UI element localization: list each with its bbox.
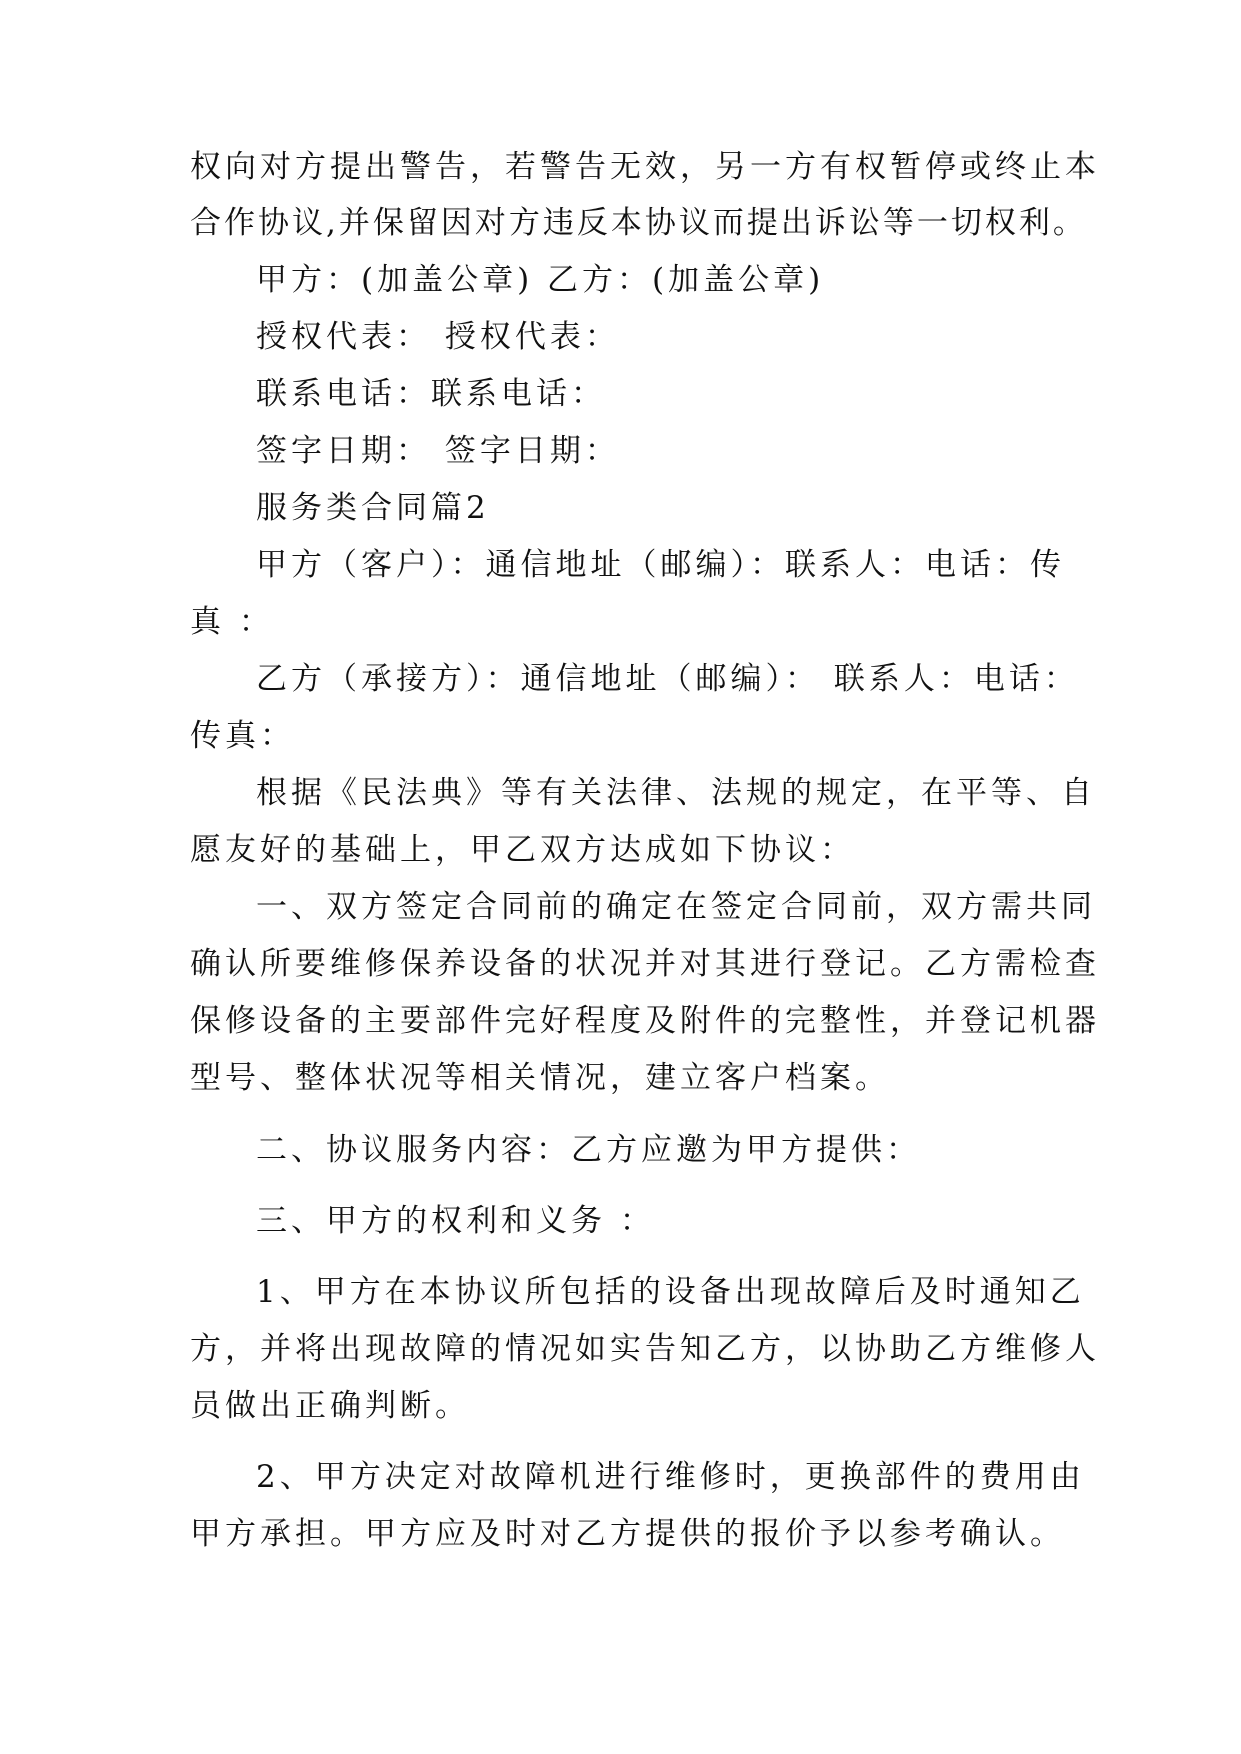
party-a-line-cont: 真 ：: [190, 604, 274, 640]
item-1-line: 员做出正确判断。: [190, 1388, 470, 1424]
item-2-line: 2、甲方决定对故障机进行维修时，更换部件的费用由: [256, 1459, 1085, 1495]
clause-1-line: 一、双方签定合同前的确定在签定合同前，双方需共同: [256, 889, 1096, 925]
item-2-line: 甲方承担。甲方应及时对乙方提供的报价予以参考确认。: [190, 1516, 1065, 1552]
party-a-line: 甲方（客户）：通信地址（邮编）：联系人：电话：传: [256, 547, 1065, 583]
party-b-line-cont: 传真：: [190, 718, 295, 754]
paragraph-line: 权向对方提出警告，若警告无效，另一方有权暂停或终止本: [190, 149, 1100, 185]
section-heading: 服务类合同篇2: [256, 490, 490, 526]
signature-representative-line: 授权代表： 授权代表：: [256, 319, 620, 355]
paragraph-line: 根据《民法典》等有关法律、法规的规定，在平等、自: [256, 775, 1096, 811]
signature-party-line: 甲方：(加盖公章) 乙方：(加盖公章): [256, 262, 825, 298]
signature-date-line: 签字日期： 签字日期：: [256, 433, 620, 469]
paragraph-line: 合作协议,并保留因对方违反本协议而提出诉讼等一切权利。: [190, 205, 1087, 241]
item-1-line: 1、甲方在本协议所包括的设备出现故障后及时通知乙: [256, 1274, 1085, 1310]
item-1-line: 方，并将出现故障的情况如实告知乙方，以协助乙方维修人: [190, 1331, 1100, 1367]
clause-1-line: 确认所要维修保养设备的状况并对其进行登记。乙方需检查: [190, 946, 1100, 982]
clause-3-heading: 三、甲方的权利和义务 ：: [256, 1203, 655, 1239]
clause-1-line: 保修设备的主要部件完好程度及附件的完整性，并登记机器: [190, 1003, 1100, 1039]
party-b-line: 乙方（承接方）：通信地址（邮编）： 联系人：电话：: [256, 661, 1079, 697]
signature-phone-line: 联系电话：联系电话：: [256, 376, 606, 412]
clause-1-line: 型号、整体状况等相关情况，建立客户档案。: [190, 1060, 890, 1096]
clause-2-line: 二、协议服务内容：乙方应邀为甲方提供：: [256, 1132, 921, 1168]
paragraph-line: 愿友好的基础上，甲乙双方达成如下协议：: [190, 832, 855, 868]
